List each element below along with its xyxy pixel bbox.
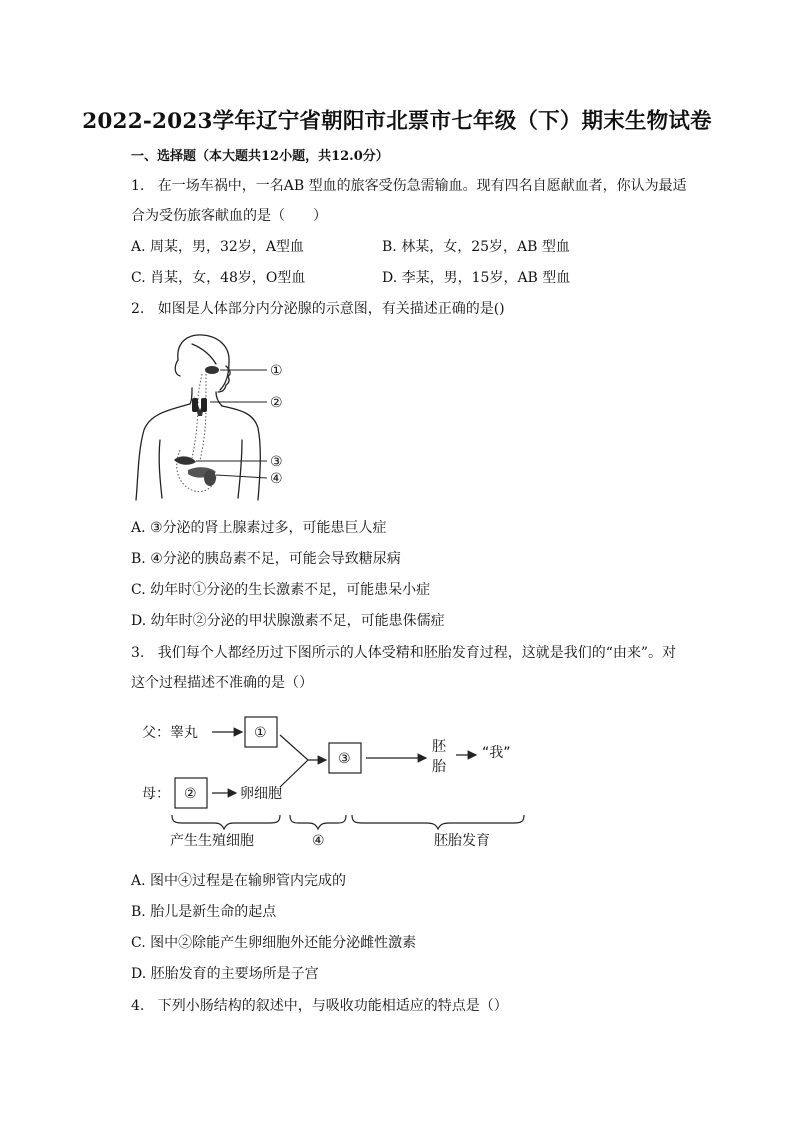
question-number: 3. xyxy=(131,645,145,661)
embryo-label-bottom: 胎 xyxy=(432,759,446,775)
q1-option-a: A. 周某，男，32岁，A型血 xyxy=(131,239,304,255)
question-number: 4. xyxy=(131,998,145,1014)
mother-label: 母： xyxy=(142,786,170,802)
brace-label-4: ④ xyxy=(312,833,325,849)
q2-option-b: B. ④分泌的胰岛素不足，可能会导致糖尿病 xyxy=(131,551,401,567)
question-number: 1. xyxy=(131,178,145,194)
question-2-stem xyxy=(131,299,505,319)
q2-option-d: D. 幼年时②分泌的甲状腺激素不足，可能患侏儒症 xyxy=(131,613,445,629)
brace-label-germ-cells: 产生生殖细胞 xyxy=(170,833,254,849)
me-label: “我” xyxy=(482,745,511,761)
father-label: 父：睾丸 xyxy=(142,725,198,741)
q1-option-d: D. 李某，男，15岁，AB 型血 xyxy=(382,270,571,286)
box-3-label: ③ xyxy=(338,751,351,767)
figure-label-3: ③ xyxy=(270,454,283,470)
question-text: 如图是人体部分内分泌腺的示意图，有关描述正确的是() xyxy=(157,301,505,317)
question-text: 我们每个人都经历过下图所示的人体受精和胚胎发育过程，这就是我们的“由来”。对 xyxy=(157,645,677,661)
figure-label-4: ④ xyxy=(270,471,283,487)
box-2-label: ② xyxy=(184,786,197,802)
q1-option-c: C. 肖某，女，48岁，O型血 xyxy=(131,270,306,286)
embryo-label-top: 胚 xyxy=(432,739,446,755)
q1-option-b: B. 林某，女，25岁，AB 型血 xyxy=(382,239,570,255)
question-1-stem xyxy=(131,176,687,196)
brace-label-embryo-development: 胚胎发育 xyxy=(434,833,490,849)
fertilization-flow-diagram xyxy=(130,705,550,855)
question-4-stem xyxy=(131,996,508,1016)
q2-option-c: C. 幼年时①分泌的生长激素不足，可能患呆小症 xyxy=(131,582,431,598)
q3-option-b: B. 胎儿是新生命的起点 xyxy=(131,904,277,920)
exam-title: 2022-2023学年辽宁省朝阳市北票市七年级（下）期末生物试卷 xyxy=(82,109,712,134)
q3-option-c: C. 图中②除能产生卵细胞外还能分泌雌性激素 xyxy=(131,935,417,951)
question-3-stem-continued: 这个过程描述不准确的是（） xyxy=(131,675,313,691)
question-text: 在一场车祸中，一名AB 型血的旅客受伤急需输血。现有四名自愿献血者，你认为最适 xyxy=(157,178,687,194)
q3-option-a: A. 图中④过程是在输卵管内完成的 xyxy=(131,873,347,889)
q2-option-a: A. ③分泌的肾上腺素过多，可能患巨人症 xyxy=(131,520,387,536)
section-heading: 一、选择题（本大题共12小题，共12.0分） xyxy=(131,149,389,164)
egg-cell-label: 卵细胞 xyxy=(240,786,282,802)
figure-label-2: ② xyxy=(270,395,283,411)
question-3-stem xyxy=(131,643,676,663)
box-1-label: ① xyxy=(254,725,267,741)
figure-label-1: ① xyxy=(270,363,283,379)
endocrine-gland-figure xyxy=(130,330,300,502)
question-1-stem-continued: 合为受伤旅客献血的是（ ） xyxy=(131,208,327,224)
question-text: 下列小肠结构的叙述中，与吸收功能相适应的特点是（） xyxy=(157,998,508,1014)
q3-option-d: D. 胚胎发育的主要场所是子宫 xyxy=(131,966,319,982)
question-number: 2. xyxy=(131,301,145,317)
